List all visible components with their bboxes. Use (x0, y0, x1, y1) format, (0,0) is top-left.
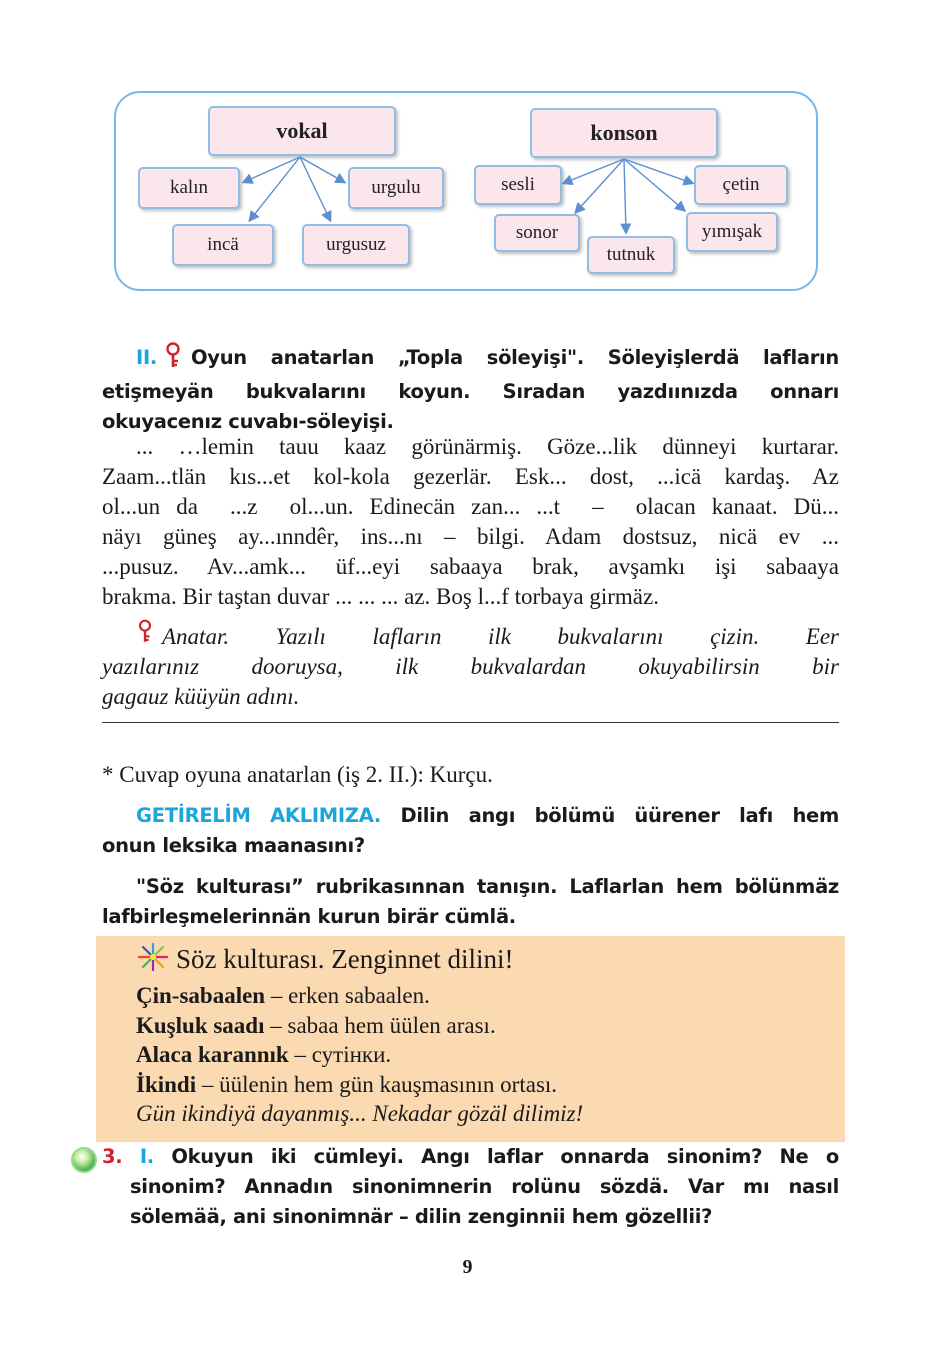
task-2-body (102, 432, 839, 612)
task-2-hint-line-2: yazılarınız dooruysa, ilk bukvalardan okuyabilirsin bir (102, 654, 839, 679)
diagram-node-sesli: sesli (474, 165, 562, 205)
diagram-node-sonor: sonor (494, 214, 580, 252)
culture-definition: – sabaa hem üülen arası. (264, 1012, 496, 1038)
task-3-sub: I. (139, 1145, 154, 1168)
culture-quote: Gün ikindiyä dayanmış... Nekadar gözäl dilimiz! (136, 1101, 584, 1126)
diagram-node-urgulu: urgulu (348, 167, 444, 209)
diagram-node-yimisak: yımışak (686, 212, 778, 252)
diagram-node-tutnuk: tutnuk (587, 236, 675, 274)
instruction-line-1: "Söz kulturası” rubrikasınnan tanışın. Laflarlan hem bölünmäz (136, 875, 839, 898)
culture-definition: – erken sabaalen. (265, 983, 430, 1008)
culture-entry (136, 1011, 583, 1041)
task-2-hint-line-1 (102, 622, 839, 652)
task-2-body-line-2: Zaam...tlän kıs...et kol-kola gezerlär. Esk... dost, ...icä kardaş. Az (102, 464, 839, 489)
key-icon (163, 342, 183, 377)
speech-culture-title (136, 942, 513, 979)
hint-key-icon (136, 618, 154, 652)
remember-line-1-text: Dilin angı bölümü üürener lafı hem (400, 804, 839, 827)
remember-line-2: onun leksika maanasını? (102, 834, 365, 857)
speech-culture-title-text: Söz kulturası. Zenginnet dilini! (176, 944, 514, 974)
section-divider (102, 722, 839, 723)
task-2-hint-text-1: Anatar. Yazılı lafların ilk bukvalarını çizin. Eer (162, 624, 839, 649)
task-3 (102, 1142, 839, 1232)
task-2-heading-text-1: Oyun anatarlan „Topla söleyişi". Söleyişlerdä lafların (191, 346, 839, 369)
task-2-body-line-4: näyı güneş ay...ınndêr, ins...nı – bilgi. Adam dostsuz, nicä ev ... (102, 524, 839, 549)
diagram-node-kalin: kalın (138, 167, 240, 209)
task-3-line-1 (102, 1142, 839, 1172)
diagram-node-urgusuz: urgusuz (302, 224, 410, 266)
remember-line-1 (102, 801, 839, 831)
culture-term: İkindi (136, 1071, 197, 1097)
remember-section (102, 801, 839, 861)
diagram-node-vokal: vokal (208, 106, 396, 156)
task-2-heading-line-2: etişmeyän bukvalarını koyun. Sıradan yazdıınızda onnarı (102, 380, 839, 403)
task-2-hint (102, 622, 839, 712)
culture-definition: – üülenin hem gün kauşmasının ortası. (196, 1071, 558, 1097)
culture-definition: – сутінки. (288, 1042, 392, 1067)
culture-term: Alaca karannık (136, 1042, 289, 1067)
speech-culture-entries (136, 981, 583, 1129)
remember-label: GETİRELİM AKLIMIZA. (136, 804, 381, 827)
task-3-line-3: sölemää, ani sinonimnär – dilin zenginnii hem gözellii? (130, 1205, 713, 1228)
task-2-body-line-5: ...pusuz. Av...amk... üf...eyi sabaaya brak, avşamkı işi sabaaya (102, 554, 839, 579)
task-2-hint-line-3: gagauz küüyün adını. (102, 684, 300, 709)
task-3-line-2: sinonim? Annadın sinonimnerin rolünu sözdä. Var mı nasıl (130, 1175, 839, 1198)
answer-footnote: * Cuvap oyuna anatarlan (iş 2. II.): Kurçu. (102, 762, 493, 787)
task-2-heading-line-1 (102, 342, 839, 377)
culture-entry (136, 1070, 583, 1100)
task-2-number: II. (136, 346, 158, 369)
task-3-text-1: Okuyun iki cümleyi. Angı laflar onnarda sinonim? Ne o (171, 1145, 839, 1168)
instruction-section (102, 872, 839, 932)
task-2-body-line-1: ... …lemin tauu kaaz görünärmiş. Göze...lik dünneyi kurtarar. (136, 434, 839, 459)
diagram-node-konson: konson (530, 108, 718, 158)
diagram-node-cetin: çetin (694, 165, 788, 205)
task-2-body-line-3: ol...un da ...z ol...un. Edinecän zan... ...t – olacan kanaat. Dü... (102, 494, 839, 519)
culture-term: Çin-sabaalen (136, 983, 266, 1008)
green-bullet-icon (73, 1149, 95, 1171)
instruction-line-2: lafbirleşmelerinnän kurun birär cümlä. (102, 905, 516, 928)
speech-culture-box (96, 936, 845, 1142)
culture-term: Kuşluk saadı (136, 1012, 265, 1038)
diagram-node-inca: incä (172, 224, 274, 266)
task-3-number: 3. (102, 1145, 123, 1168)
culture-entry (136, 981, 583, 1011)
task-2-body-line-6: brakma. Bir taştan duvar ... ... ... az. Boş l...f torbaya girmäz. (102, 584, 659, 609)
culture-entry (136, 1040, 583, 1070)
task-2-heading (102, 342, 839, 437)
task-2-heading-line-3: okuyacenız cuvabı-söleyişi. (102, 410, 394, 433)
page-number: 9 (462, 1256, 473, 1278)
flower-icon (136, 942, 170, 979)
